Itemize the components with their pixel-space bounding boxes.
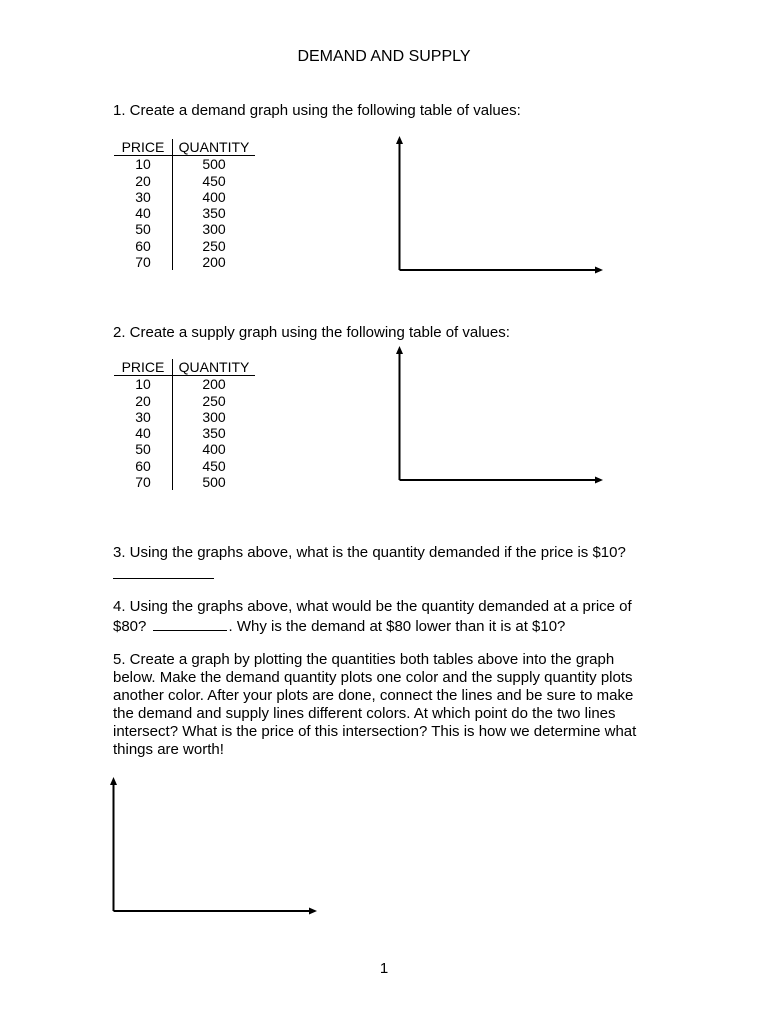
price-cell: 10 xyxy=(114,376,173,393)
combined-graph-axes xyxy=(104,775,324,917)
price-cell: 10 xyxy=(114,156,173,173)
quantity-cell: 350 xyxy=(202,425,226,442)
quantity-cell: 250 xyxy=(202,237,226,254)
demand-table xyxy=(114,139,255,270)
price-cell: 20 xyxy=(114,173,173,189)
y-axis-arrow xyxy=(396,136,403,144)
price-cell: 70 xyxy=(114,474,173,490)
price-cell: 30 xyxy=(114,409,173,425)
question-4-text-b: . Why is the demand at $80 lower than it is at $10? xyxy=(228,618,566,635)
answer-blank-4 xyxy=(153,616,227,631)
x-axis-arrow xyxy=(309,908,317,915)
price-cell: 20 xyxy=(114,393,173,409)
supply-graph-axes xyxy=(390,344,610,486)
x-axis-arrow xyxy=(595,477,603,484)
supply-table-quantity-header: QUANTITY xyxy=(173,359,256,376)
question-5-text: 5. Create a graph by plotting the quantities both tables above into the graph below. Make the demand quantity plots one color and the supply quantity plots another color. After your plots are done, connect the lines and be sure to make the demand and supply lines different colors. At which point do the two lines intersect? What is the price of this intersection? This is how we determine what things are worth! xyxy=(113,651,637,758)
x-axis-arrow xyxy=(595,267,603,274)
y-axis-arrow xyxy=(110,777,117,785)
price-cell: 70 xyxy=(114,254,173,270)
demand-graph-axes xyxy=(390,134,610,276)
table-row xyxy=(114,441,255,457)
price-cell: 30 xyxy=(114,189,173,205)
table-row xyxy=(114,425,255,441)
quantity-cell: 200 xyxy=(202,376,226,393)
quantity-cell: 400 xyxy=(202,188,226,205)
quantity-cell: 450 xyxy=(202,457,226,474)
quantity-cell: 300 xyxy=(202,221,226,238)
quantity-cell: 200 xyxy=(202,254,226,271)
quantity-cell: 400 xyxy=(202,441,226,458)
price-cell: 50 xyxy=(114,441,173,457)
table-row xyxy=(114,409,255,425)
y-axis-arrow xyxy=(396,346,403,354)
supply-table-price-header: PRICE xyxy=(114,359,173,376)
quantity-cell: 300 xyxy=(202,408,226,425)
table-row xyxy=(114,254,255,270)
table-row xyxy=(114,189,255,205)
demand-table-quantity-header: QUANTITY xyxy=(173,139,256,156)
supply-table xyxy=(114,359,255,490)
page-title: DEMAND AND SUPPLY xyxy=(297,48,471,65)
table-row xyxy=(114,173,255,189)
price-cell: 40 xyxy=(114,205,173,221)
table-row xyxy=(114,376,255,393)
question-4 xyxy=(113,598,653,636)
question-1-text: 1. Create a demand graph using the following table of values: xyxy=(113,102,521,119)
table-row xyxy=(114,221,255,237)
quantity-cell: 250 xyxy=(202,392,226,409)
table-row xyxy=(114,205,255,221)
question-3 xyxy=(113,544,653,579)
quantity-cell: 350 xyxy=(202,205,226,222)
table-row xyxy=(114,458,255,474)
question-3-text: 3. Using the graphs above, what is the quantity demanded if the price is $10? xyxy=(113,544,626,561)
quantity-cell: 500 xyxy=(202,474,226,491)
demand-table-price-header: PRICE xyxy=(114,139,173,156)
table-row xyxy=(114,393,255,409)
answer-blank-3 xyxy=(113,568,214,579)
table-row xyxy=(114,156,255,173)
quantity-cell: 450 xyxy=(202,172,226,189)
price-cell: 50 xyxy=(114,221,173,237)
table-row xyxy=(114,474,255,490)
price-cell: 60 xyxy=(114,458,173,474)
question-4-text-a: 4. Using the graphs above, what would be the quantity demanded at a price of $80? xyxy=(113,598,632,635)
price-cell: 40 xyxy=(114,425,173,441)
page-number: 1 xyxy=(379,960,389,977)
table-row xyxy=(114,238,255,254)
quantity-cell: 500 xyxy=(202,156,226,173)
price-cell: 60 xyxy=(114,238,173,254)
question-2-text: 2. Create a supply graph using the following table of values: xyxy=(113,324,510,341)
